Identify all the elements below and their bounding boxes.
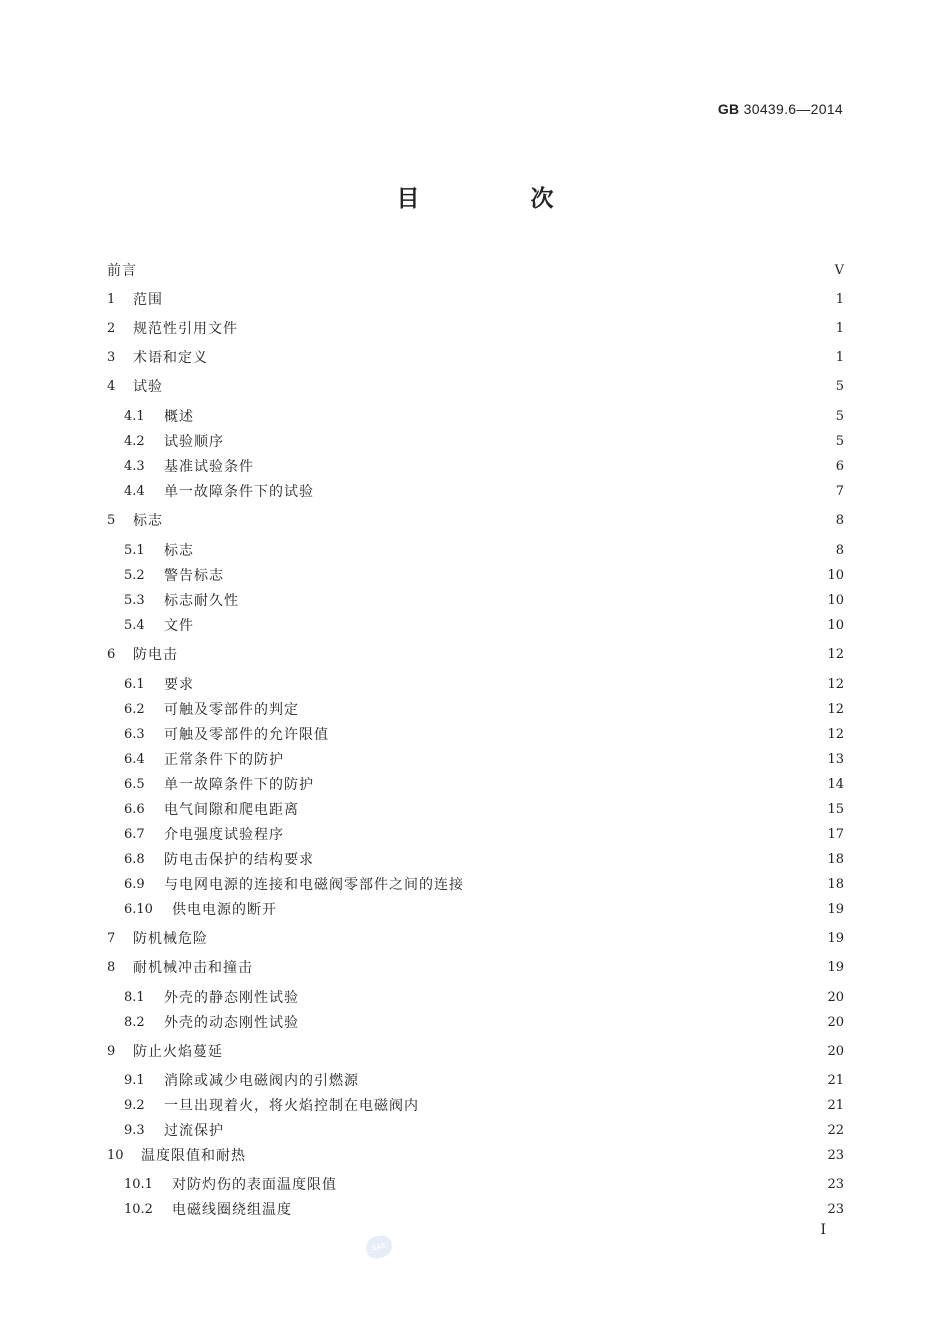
- toc-entry-number: 10.2: [124, 1201, 153, 1217]
- toc-dot-leader: [202, 539, 827, 561]
- toc-entry-label: 文件: [164, 618, 194, 634]
- toc-entry-label: 单一故障条件下的试验: [164, 484, 314, 500]
- toc-entry-label: 可触及零部件的允许限值: [164, 727, 329, 743]
- toc-entry-page: 13: [827, 751, 844, 767]
- toc-dot-leader: [202, 673, 822, 695]
- toc-entry-label: 范围: [133, 292, 163, 308]
- toc-entry[interactable]: [107, 873, 844, 895]
- toc-entry[interactable]: [107, 698, 844, 720]
- toc-entry-page: 12: [827, 701, 844, 717]
- toc-entry-number: 1: [107, 291, 116, 307]
- toc-entry-page: 12: [827, 646, 844, 662]
- toc-entry[interactable]: [107, 405, 844, 427]
- toc-entry-page: 19: [827, 901, 844, 917]
- toc-entry-number: 5.1: [124, 542, 145, 558]
- page-title: 目 次: [396, 185, 598, 212]
- toc-entry-number: 4.3: [124, 458, 145, 474]
- toc-entry[interactable]: [107, 509, 844, 531]
- toc-entry-number: 4: [107, 378, 116, 394]
- toc-entry-label: 消除或减少电磁阀内的引燃源: [164, 1073, 359, 1089]
- toc-entry-label: 标志: [164, 543, 194, 559]
- toc-entry[interactable]: [107, 430, 844, 452]
- toc-entry-label: 电气间隙和爬电距离: [164, 802, 299, 818]
- toc-dot-leader: [231, 1040, 822, 1062]
- toc-dot-leader: [216, 927, 822, 949]
- toc-entry-label: 耐机械冲击和撞击: [133, 960, 253, 976]
- toc-entry-page: 6: [835, 458, 844, 474]
- toc-entry-label: 试验: [133, 379, 163, 395]
- toc-dot-leader: [232, 564, 822, 586]
- toc-entry-label: 规范性引用文件: [133, 321, 238, 337]
- toc-entry[interactable]: [107, 539, 844, 561]
- standard-prefix: GB: [717, 101, 740, 117]
- toc-entry[interactable]: [107, 1173, 844, 1195]
- toc-entry[interactable]: [107, 927, 844, 949]
- toc-entry[interactable]: [107, 723, 844, 745]
- toc-entry[interactable]: [107, 375, 844, 397]
- toc-entry-number: 9.3: [124, 1122, 145, 1138]
- toc-entry-label: 外壳的静态刚性试验: [164, 990, 299, 1006]
- toc-entry-number: 6.3: [124, 726, 145, 742]
- toc-entry-page: 12: [827, 726, 844, 742]
- toc-entry-page: 23: [827, 1176, 844, 1192]
- toc-entry-page: 23: [827, 1201, 844, 1217]
- toc-entry-page: 18: [827, 876, 844, 892]
- toc-dot-leader: [292, 823, 822, 845]
- toc-dot-leader: [186, 643, 822, 665]
- toc-dot-leader: [246, 317, 827, 339]
- toc-entry-label: 防电击保护的结构要求: [164, 852, 314, 868]
- toc-entry-page: 19: [827, 959, 844, 975]
- toc-dot-leader: [322, 773, 822, 795]
- toc-dot-leader: [307, 798, 822, 820]
- toc-entry-page: 14: [827, 776, 844, 792]
- page-number: Ⅰ: [820, 1222, 826, 1238]
- toc-entry-page: 20: [827, 989, 844, 1005]
- toc-entry[interactable]: [107, 480, 844, 502]
- toc-entry-label: 要求: [164, 677, 194, 693]
- toc-entry-page: 10: [827, 592, 844, 608]
- toc-entry-number: 6.4: [124, 751, 145, 767]
- toc-dot-leader: [254, 1144, 822, 1166]
- toc-entry-page: 10: [827, 567, 844, 583]
- toc-entry-label: 一旦出现着火，将火焰控制在电磁阀内: [164, 1098, 419, 1114]
- toc-entry[interactable]: [107, 589, 844, 611]
- sac-watermark-logo: SAC: [364, 1234, 394, 1261]
- standard-number: [718, 101, 843, 117]
- toc-entry-number: 5.3: [124, 592, 145, 608]
- toc-entry[interactable]: [107, 823, 844, 845]
- toc-dot-leader: [171, 375, 827, 397]
- toc-entry-page: 22: [827, 1122, 844, 1138]
- toc-entry-page: 21: [827, 1072, 844, 1088]
- toc-entry-label: 对防灼伤的表面温度限值: [172, 1177, 337, 1193]
- toc-dot-leader: [261, 956, 822, 978]
- toc-entry[interactable]: [107, 643, 844, 665]
- toc-entry[interactable]: [107, 673, 844, 695]
- toc-dot-leader: [300, 1198, 822, 1220]
- toc-entry-page: 10: [827, 617, 844, 633]
- toc-entry-number: 6: [107, 646, 116, 662]
- toc-entry-page: 5: [835, 408, 844, 424]
- toc-entry-label: 外壳的动态刚性试验: [164, 1015, 299, 1031]
- toc-entry-number: 6.10: [124, 901, 153, 917]
- toc-entry[interactable]: [107, 614, 844, 636]
- toc-entry[interactable]: [107, 1144, 844, 1166]
- toc-entry-number: 6.5: [124, 776, 145, 792]
- toc-entry[interactable]: [107, 1069, 844, 1091]
- toc-entry-label: 可触及零部件的判定: [164, 702, 299, 718]
- toc-dot-leader: [232, 430, 827, 452]
- toc-entry-number: 10: [107, 1147, 124, 1163]
- toc-entry-number: 9: [107, 1043, 116, 1059]
- standard-code: 30439.6—2014: [743, 101, 843, 117]
- toc-entry-page: 5: [835, 433, 844, 449]
- toc-entry-page: 17: [827, 826, 844, 842]
- toc-dot-leader: [337, 723, 822, 745]
- toc-entry-label: 前言: [107, 263, 137, 279]
- toc-dot-leader: [292, 748, 822, 770]
- toc-entry-number: 6.2: [124, 701, 145, 717]
- toc-entry-label: 单一故障条件下的防护: [164, 777, 314, 793]
- toc-entry-page: 20: [827, 1043, 844, 1059]
- toc-entry-page: 5: [835, 378, 844, 394]
- toc-entry-number: 6.9: [124, 876, 145, 892]
- toc-entry-number: 6.7: [124, 826, 145, 842]
- toc-entry-page: 21: [827, 1097, 844, 1113]
- toc-entry-number: 4.2: [124, 433, 145, 449]
- toc-entry-label: 防机械危险: [133, 931, 208, 947]
- toc-entry[interactable]: [107, 288, 844, 310]
- toc-entry[interactable]: [107, 346, 844, 368]
- toc-entry-page: 18: [827, 851, 844, 867]
- toc-entry[interactable]: [107, 1198, 844, 1220]
- toc-entry[interactable]: [107, 1011, 844, 1033]
- toc-entry-label: 警告标志: [164, 568, 224, 584]
- toc-entry[interactable]: [107, 564, 844, 586]
- toc-dot-leader: [171, 288, 827, 310]
- toc-entry-number: 5.2: [124, 567, 145, 583]
- toc-entry-number: 5.4: [124, 617, 145, 633]
- toc-entry-number: 6.1: [124, 676, 145, 692]
- toc-entry[interactable]: [107, 1040, 844, 1062]
- toc-entry-page: 19: [827, 930, 844, 946]
- toc-entry-label: 过流保护: [164, 1123, 224, 1139]
- toc-entry[interactable]: [107, 798, 844, 820]
- toc-entry-page: 7: [835, 483, 844, 499]
- toc-entry-label: 介电强度试验程序: [164, 827, 284, 843]
- toc-dot-leader: [216, 346, 827, 368]
- toc-entry-number: 6.6: [124, 801, 145, 817]
- toc-dot-leader: [202, 614, 822, 636]
- toc-dot-leader: [472, 873, 822, 895]
- toc-entry[interactable]: [107, 1119, 844, 1141]
- toc-entry[interactable]: [107, 986, 844, 1008]
- toc-entry-page: 1: [835, 291, 844, 307]
- toc-dot-leader: [285, 898, 822, 920]
- toc-dot-leader: [322, 848, 822, 870]
- toc-entry-page: 8: [835, 512, 844, 528]
- toc-entry-label: 温度限值和耐热: [141, 1148, 246, 1164]
- toc-entry-label: 试验顺序: [164, 434, 224, 450]
- toc-dot-leader: [262, 455, 827, 477]
- toc-dot-leader: [367, 1069, 822, 1091]
- toc-entry-number: 6.8: [124, 851, 145, 867]
- toc-entry[interactable]: [107, 455, 844, 477]
- toc-dot-leader: [232, 1119, 822, 1141]
- toc-entry-number: 5: [107, 512, 116, 528]
- toc-dot-leader: [145, 259, 827, 281]
- toc-entry[interactable]: [107, 1094, 844, 1116]
- toc-dot-leader: [322, 480, 827, 502]
- toc-entry-number: 4.1: [124, 408, 145, 424]
- toc-entry-page: 15: [827, 801, 844, 817]
- toc-entry-number: 9.1: [124, 1072, 145, 1088]
- toc-dot-leader: [307, 1011, 822, 1033]
- toc-entry-page: 12: [827, 676, 844, 692]
- toc-dot-leader: [307, 698, 822, 720]
- toc-dot-leader: [345, 1173, 822, 1195]
- toc-entry-label: 概述: [164, 409, 194, 425]
- toc-entry-page: 23: [827, 1147, 844, 1163]
- toc-dot-leader: [202, 405, 827, 427]
- toc-entry-label: 与电网电源的连接和电磁阀零部件之间的连接: [164, 877, 464, 893]
- toc-entry-page: 1: [835, 349, 844, 365]
- toc-entry-label: 防电击: [133, 647, 178, 663]
- toc-dot-leader: [171, 509, 827, 531]
- toc-entry-page: Ⅴ: [834, 262, 844, 278]
- toc-dot-leader: [307, 986, 822, 1008]
- toc-entry-number: 9.2: [124, 1097, 145, 1113]
- toc-entry-label: 标志: [133, 513, 163, 529]
- toc-entry[interactable]: [107, 956, 844, 978]
- toc-entry[interactable]: [107, 317, 844, 339]
- toc-dot-leader: [427, 1094, 822, 1116]
- toc-entry[interactable]: [107, 773, 844, 795]
- toc-entry-label: 术语和定义: [133, 350, 208, 366]
- toc-entry[interactable]: [107, 259, 844, 281]
- toc-entry-number: 10.1: [124, 1176, 153, 1192]
- toc-entry-number: 8.2: [124, 1014, 145, 1030]
- toc-entry-label: 供电电源的断开: [172, 902, 277, 918]
- toc-entry-number: 8: [107, 959, 116, 975]
- toc-entry[interactable]: [107, 748, 844, 770]
- toc-entry-label: 防止火焰蔓延: [133, 1044, 223, 1060]
- toc-entry-page: 1: [835, 320, 844, 336]
- toc-entry[interactable]: [107, 848, 844, 870]
- toc-entry[interactable]: [107, 898, 844, 920]
- toc-entry-number: 8.1: [124, 989, 145, 1005]
- toc-entry-page: 20: [827, 1014, 844, 1030]
- toc-entry-page: 8: [835, 542, 844, 558]
- toc-entry-label: 正常条件下的防护: [164, 752, 284, 768]
- toc-entry-label: 电磁线圈绕组温度: [172, 1202, 292, 1218]
- toc-entry-number: 3: [107, 349, 116, 365]
- toc-dot-leader: [247, 589, 822, 611]
- toc-entry-number: 7: [107, 930, 116, 946]
- toc-entry-label: 标志耐久性: [164, 593, 239, 609]
- toc-entry-number: 4.4: [124, 483, 145, 499]
- toc-entry-label: 基准试验条件: [164, 459, 254, 475]
- toc-entry-number: 2: [107, 320, 116, 336]
